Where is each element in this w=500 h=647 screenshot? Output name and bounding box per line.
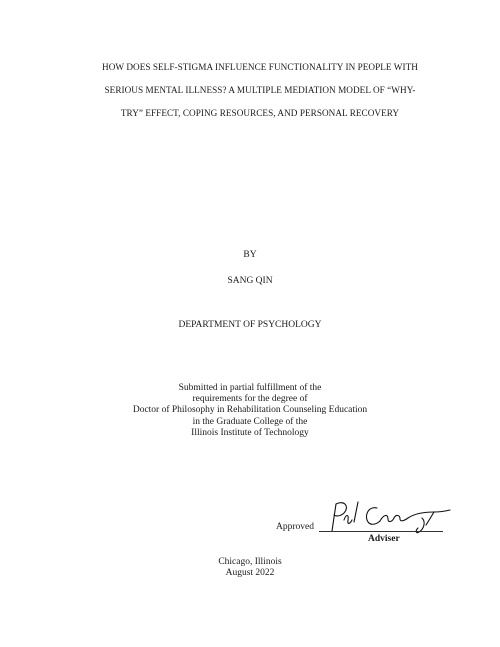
place-and-date <box>0 557 500 579</box>
submission-line-4: in the Graduate College of the <box>192 416 308 427</box>
submission-line-2: requirements for the degree of <box>192 394 308 405</box>
department-name: DEPARTMENT OF PSYCHOLOGY <box>178 320 322 330</box>
signature-line <box>319 531 443 532</box>
thesis-title <box>70 56 450 125</box>
submission-line-5: Illinois Institute of Technology <box>191 427 309 438</box>
author-name: SANG QIN <box>227 276 273 286</box>
title-line-1: HOW DOES SELF-STIGMA INFLUENCE FUNCTIONALITY IN PEOPLE WITH <box>102 62 418 72</box>
submission-statement <box>0 383 500 439</box>
approved-label: Approved <box>276 522 314 532</box>
handwritten-signature <box>322 498 452 538</box>
adviser-label: Adviser <box>368 534 400 544</box>
title-line-2: SERIOUS MENTAL ILLNESS? A MULTIPLE MEDIATION MODEL OF “WHY- <box>104 85 416 95</box>
submission-line-1: Submitted in partial fulfillment of the <box>178 383 322 393</box>
submission-line-3: Doctor of Philosophy in Rehabilitation Counseling Education <box>132 405 368 416</box>
approval-block <box>276 498 456 548</box>
by-label: BY <box>243 250 257 260</box>
title-line-3: TRY” EFFECT, COPING RESOURCES, AND PERSONAL RECOVERY <box>120 108 400 118</box>
date: August 2022 <box>225 568 275 579</box>
city: Chicago, Illinois <box>218 557 282 567</box>
